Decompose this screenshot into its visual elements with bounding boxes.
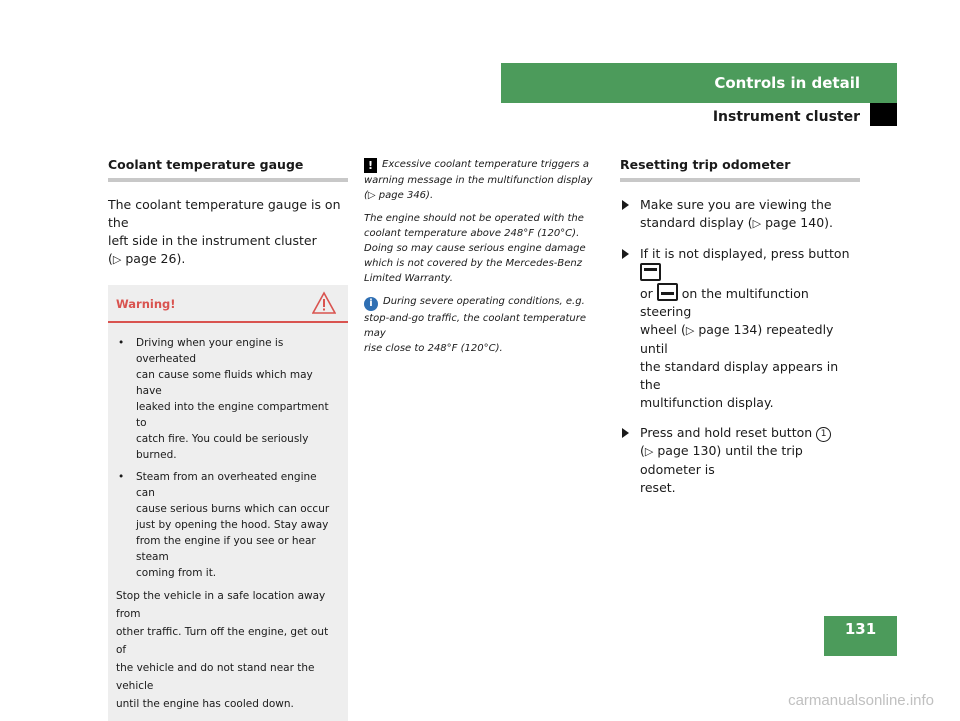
reset-button-number-icon: 1: [816, 427, 831, 442]
exclamation-icon: !: [364, 158, 377, 173]
step-item: Press and hold reset button 1 (▷ page 130) until the trip odometer is reset.: [620, 424, 860, 497]
warning-footer: Stop the vehicle in a safe location away from other traffic. Turn off the engine, get out of the vehicle and do not stand near the vehicle until the engine has cooled down.: [116, 590, 329, 710]
watermark: carmanualsonline.info: [788, 692, 934, 709]
display-up-button-icon: [640, 263, 661, 281]
warning-triangle-icon: [312, 291, 336, 315]
page-reference-arrow-icon: ▷: [367, 190, 376, 201]
steps-list: [620, 196, 860, 497]
page-reference-link[interactable]: page 130) until the trip odometer is: [640, 443, 803, 477]
warning-header: [108, 285, 348, 323]
column-coolant-gauge: [108, 157, 348, 721]
bullet-icon: •: [118, 337, 125, 349]
caution-note-detail: The engine should not be operated with the coolant temperature above 248°F (120°C). Doing so may cause serious engine damage which is not covered by the Mercedes-Benz Limited Warranty.: [364, 213, 586, 284]
page-reference-link[interactable]: page 134) repeatedly until: [640, 322, 834, 356]
caution-note: ! Excessive coolant temperature triggers a warning message in the multifunction display (▷ page 346).: [364, 159, 593, 201]
display-down-button-icon: [657, 283, 678, 301]
warning-box: [108, 285, 348, 721]
page-reference-arrow-icon: ▷: [752, 217, 762, 230]
step-arrow-icon: [622, 428, 629, 438]
warning-item: • Steam from an overheated engine can cause serious burns which can occur just by opening the hood. Stay away from the engine if you see or hear steam coming from it.: [118, 471, 330, 579]
coolant-gauge-paragraph: The coolant temperature gauge is on the left side in the instrument cluster (▷ page 26).: [108, 197, 341, 266]
page-reference-link[interactable]: page 140).: [765, 215, 834, 230]
step-arrow-icon: [622, 249, 629, 259]
info-note: i During severe operating conditions, e.g. stop-and-go traffic, the coolant temperature may rise close to 248°F (120°C).: [364, 296, 587, 354]
step-item: If it is not displayed, press button or on the multifunction steering wheel (▷ page 134) repeatedly until the standard display appears in the multifunction display.: [620, 245, 860, 412]
section-subtitle: Instrument cluster: [712, 109, 860, 125]
page-reference-arrow-icon: ▷: [112, 253, 122, 266]
info-icon: i: [364, 297, 378, 311]
warning-label: Warning!: [116, 297, 176, 311]
step-item: Make sure you are viewing the standard display (▷ page 140).: [620, 196, 860, 233]
page-number: 131: [844, 620, 877, 638]
page-number-box: [824, 616, 897, 656]
page-reference-link[interactable]: page 346).: [378, 190, 434, 201]
page-reference-link[interactable]: page 26).: [125, 251, 186, 266]
chapter-header: [501, 63, 897, 103]
column-trip-odometer: [620, 157, 860, 509]
para-line: left side in the instrument cluster: [108, 233, 317, 248]
section-heading-coolant: Coolant temperature gauge: [108, 157, 348, 182]
section-heading-odometer: Resetting trip odometer: [620, 157, 860, 182]
bullet-icon: •: [118, 471, 125, 483]
warning-item: • Driving when your engine is overheated can cause some fluids which may have leaked into the engine compartment to catch fire. You could be seriously burned.: [118, 337, 329, 461]
para-line: The coolant temperature gauge is on the: [108, 197, 341, 230]
step-arrow-icon: [622, 200, 629, 210]
warning-list: [108, 323, 348, 581]
column-notes: [364, 157, 606, 364]
chapter-title: Controls in detail: [714, 74, 860, 92]
page-reference-arrow-icon: ▷: [685, 324, 695, 337]
page-reference-arrow-icon: ▷: [644, 445, 654, 458]
section-tab-marker: [870, 103, 897, 126]
